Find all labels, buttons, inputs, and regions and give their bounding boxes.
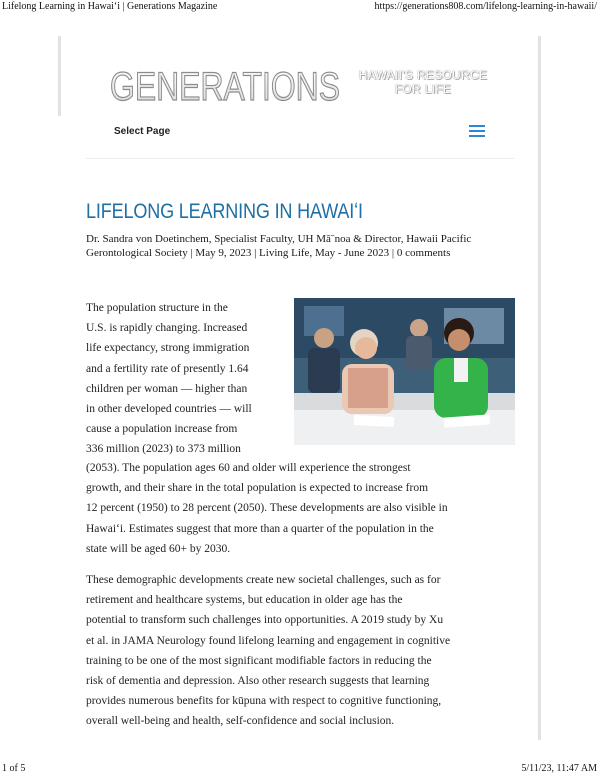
tagline-line-2: FOR LIFE bbox=[394, 82, 452, 96]
site-logo[interactable] bbox=[108, 62, 498, 108]
paragraph-1-continued bbox=[86, 458, 516, 559]
paragraph-2 bbox=[86, 570, 516, 732]
print-header bbox=[0, 0, 600, 14]
tagline-line-1: HAWAII'S RESOURCE bbox=[358, 68, 488, 82]
text-line: These demographic developments create new societal challenges, such as for bbox=[86, 574, 441, 586]
hamburger-menu-icon[interactable] bbox=[469, 125, 485, 137]
text-line: retirement and healthcare systems, but education in older age has the bbox=[86, 594, 403, 607]
article-title: LIFELONG LEARNING IN HAWAIʻI bbox=[86, 200, 363, 223]
site-header bbox=[86, 40, 514, 159]
text-line: training to be one of the most significant modifiable factors in reducing the bbox=[86, 654, 432, 667]
text-line: life expectancy, strong immigration bbox=[86, 342, 250, 355]
select-page-menu[interactable]: Select Page bbox=[114, 126, 171, 137]
text-line: 12 percent (1950) to 28 percent (2050). These developments are also visible in bbox=[86, 502, 448, 515]
page-edge-right bbox=[538, 36, 541, 740]
text-line: Hawaiʻi. Estimates suggest that more than a quarter of the population in the bbox=[86, 522, 434, 535]
byline-line-2: Gerontological Society | May 9, 2023 | Living Life, May - June 2023 | 0 comments bbox=[86, 246, 451, 259]
page-edge-left bbox=[58, 36, 61, 116]
article-byline bbox=[86, 233, 506, 260]
text-line: (2053). The population ages 60 and older will experience the strongest bbox=[86, 462, 411, 474]
text-line: overall well-being and health, self-confidence and social inclusion. bbox=[86, 715, 395, 728]
article-photo bbox=[294, 298, 515, 445]
text-line: children per woman — higher than bbox=[86, 382, 248, 395]
text-line: risk of dementia and depression. Also other research suggests that learning bbox=[86, 675, 430, 688]
print-page-title: Lifelong Learning in Hawaiʻi | Generations Magazine bbox=[2, 1, 218, 12]
text-line: et al. in JAMA Neurology found lifelong learning and engagement in cognitive bbox=[86, 634, 451, 647]
paragraph-1-wrapped bbox=[86, 298, 286, 460]
print-footer bbox=[0, 762, 600, 776]
print-datetime: 5/11/23, 11:47 AM bbox=[521, 763, 597, 774]
text-line: 336 million (2023) to 373 million bbox=[86, 443, 241, 456]
text-line: in other developed countries — will bbox=[86, 403, 252, 416]
text-line: cause a population increase from bbox=[86, 423, 238, 436]
classroom-photo-illustration bbox=[294, 298, 515, 445]
print-page-url[interactable]: https://generations808.com/lifelong-learning-in-hawaii/ bbox=[374, 1, 597, 12]
text-line: and a fertility rate of presently 1.64 bbox=[86, 362, 249, 375]
print-page-number: 1 of 5 bbox=[2, 763, 26, 774]
logo-text: GENERATIONS bbox=[110, 65, 340, 106]
logo-wordmark bbox=[108, 62, 343, 106]
text-line: provides numerous benefits for kūpuna with respect to cognitive functioning, bbox=[86, 695, 442, 708]
byline-line-1: Dr. Sandra von Doetinchem, Specialist Faculty, UH Māˉnoa & Director, Hawaii Pacific bbox=[86, 233, 472, 245]
text-line: potential to transform such challenges into opportunities. A 2019 study by Xu bbox=[86, 614, 444, 627]
logo-tagline bbox=[348, 68, 498, 96]
text-line: The population structure in the bbox=[86, 302, 228, 314]
text-line: U.S. is rapidly changing. Increased bbox=[86, 322, 248, 335]
text-line: growth, and their share in the total population is expected to increase from bbox=[86, 482, 429, 495]
text-line: state will be aged 60+ by 2030. bbox=[86, 542, 231, 555]
